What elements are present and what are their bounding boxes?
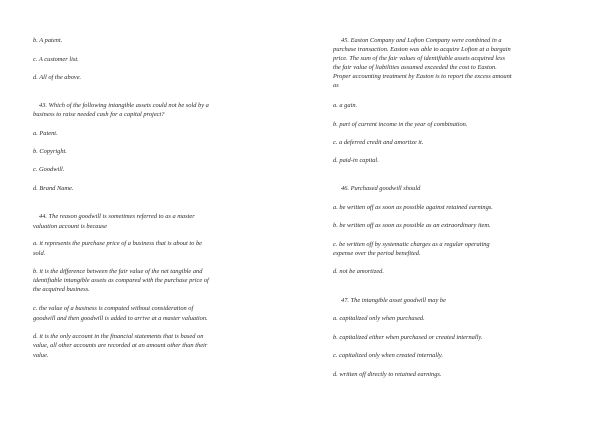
q44-stem-line-2: valuation account is because bbox=[33, 223, 108, 230]
q46-option-a: a. be written off as soon as possible against retained earnings. bbox=[333, 204, 493, 211]
q44-option-d-line-2: value, all other accounts are recorded at an amount other than their bbox=[33, 342, 208, 349]
q45-stem-line-4: the fair value of liabilities assumed exceeded the cost to Easton. bbox=[333, 64, 497, 71]
q42-option-d: d. All of the above. bbox=[33, 74, 82, 81]
q44-option-b-line-2: identifiable intangible assets as compared with the purchase price of bbox=[33, 277, 209, 284]
q47-option-c: c. capitalized only when created internally. bbox=[333, 352, 443, 359]
q44-option-d-line-3: value. bbox=[33, 352, 49, 359]
q43-option-a: a. Patent. bbox=[33, 130, 58, 137]
q47-stem: 47. The intangible asset goodwill may be bbox=[341, 297, 446, 304]
q45-option-b: b. part of current income in the year of combination. bbox=[333, 121, 468, 128]
q47-option-b: b. capitalized either when purchased or created internally. bbox=[333, 334, 483, 341]
q43-option-c: c. Goodwill. bbox=[33, 166, 65, 173]
q44-option-c-line-2: goodwill and then goodwill is added to arrive at a master valuation. bbox=[33, 315, 208, 322]
q46-option-c-line-2: expense over the period benefited. bbox=[333, 250, 421, 257]
q45-stem-line-6: as bbox=[333, 82, 339, 89]
q47-option-d: d. written off directly to retained earnings. bbox=[333, 371, 442, 378]
q45-stem-line-5: Proper accounting treatment by Easton is to report the excess amount bbox=[333, 73, 512, 80]
q43-stem-line-2: business to raise needed cash for a capital project? bbox=[33, 111, 165, 118]
q46-option-c-line-1: c. be written off by systematic charges as a regular operating bbox=[333, 241, 490, 248]
q42-option-c: c. A customer list. bbox=[33, 56, 79, 63]
q46-stem: 46. Purchased goodwill should bbox=[341, 185, 421, 192]
q44-option-a-line-2: sold. bbox=[33, 250, 46, 257]
q43-option-b: b. Copyright. bbox=[33, 148, 67, 155]
q43-stem-line-1: 43. Which of the following intangible assets could not be sold by a bbox=[39, 102, 209, 109]
q44-option-b-line-1: b. it is the difference between the fair value of the net tangible and bbox=[33, 268, 203, 275]
q45-option-a: a. a gain. bbox=[333, 102, 358, 109]
q44-option-d-line-1: d. it is the only account in the financial statements that is based on bbox=[33, 333, 204, 340]
q46-option-b: b. be written off as soon as possible as an extraordinary item. bbox=[333, 222, 491, 229]
q42-option-b: b. A patent. bbox=[33, 37, 63, 44]
q47-option-a: a. capitalized only when purchased. bbox=[333, 315, 425, 322]
q45-stem-line-3: price. The sum of the fair values of identifiable assets acquired less bbox=[333, 55, 505, 62]
q45-stem-line-1: 45. Easton Company and Lofton Company were combined in a bbox=[341, 37, 502, 44]
q45-option-d: d. paid-in capital. bbox=[333, 157, 379, 164]
q44-option-b-line-3: the acquired business. bbox=[33, 286, 90, 293]
q44-option-a-line-1: a. it represents the purchase price of a business that is about to be bbox=[33, 240, 202, 247]
q46-option-d: d. not be amortized. bbox=[333, 268, 384, 275]
q45-option-c: c. a deferred credit and amortize it. bbox=[333, 139, 424, 146]
q44-stem-line-1: 44. The reason goodwill is sometimes referred to as a master bbox=[39, 213, 195, 220]
q45-stem-line-2: purchase transaction. Easton was able to acquire Lofton at a bargain bbox=[333, 46, 511, 53]
q44-option-c-line-1: c. the value of a business is computed without consideration of bbox=[33, 305, 194, 312]
q43-option-d: d. Brand Name. bbox=[33, 185, 74, 192]
